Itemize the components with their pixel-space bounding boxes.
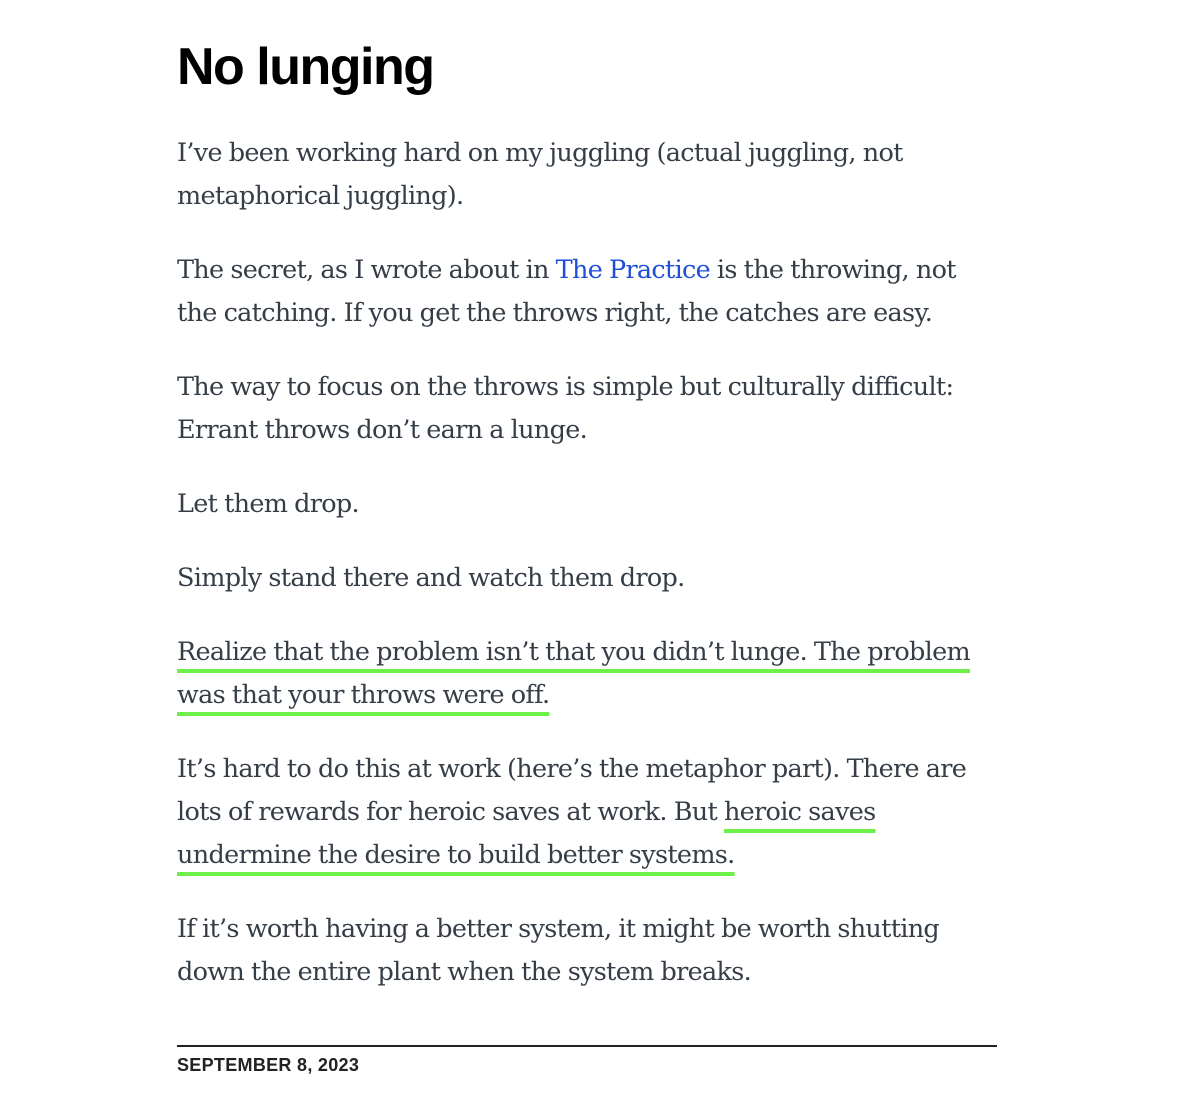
paragraph-7-text-before: It’s hard to do this at work (here’s the metaphor part). There are lots of rewards for heroic saves at work. But bbox=[177, 754, 967, 827]
post-date: SEPTEMBER 8, 2023 bbox=[177, 1055, 360, 1075]
highlighted-text-1: Realize that the problem isn’t that you didn’t lunge. The problem was that your throws were off. bbox=[177, 637, 970, 710]
paragraph-5: Simply stand there and watch them drop. bbox=[177, 563, 685, 593]
post-body bbox=[177, 132, 997, 994]
highlighted-text-2: heroic saves undermine the desire to build better systems. bbox=[177, 797, 876, 870]
blog-post bbox=[177, 0, 997, 1025]
paragraph-2-text-before: The secret, as I wrote about in bbox=[177, 255, 556, 285]
paragraph-2-text-after: is the throwing, not the catching. If you get the throws right, the catches are easy. bbox=[177, 255, 956, 328]
paragraph-2 bbox=[177, 249, 997, 335]
paragraph-6 bbox=[177, 631, 997, 717]
footer-divider bbox=[177, 1045, 997, 1047]
the-practice-link[interactable]: The Practice bbox=[555, 255, 710, 285]
post-title: No lunging bbox=[177, 38, 434, 96]
paragraph-8: If it’s worth having a better system, it might be worth shutting down the entire plant when the system breaks. bbox=[177, 914, 940, 987]
paragraph-7 bbox=[177, 748, 997, 877]
paragraph-4: Let them drop. bbox=[177, 489, 359, 519]
paragraph-3: The way to focus on the throws is simple but culturally difficult: Errant throws don’t earn a lunge. bbox=[177, 372, 954, 445]
paragraph-1: I’ve been working hard on my juggling (actual juggling, not metaphorical juggling). bbox=[177, 138, 903, 211]
